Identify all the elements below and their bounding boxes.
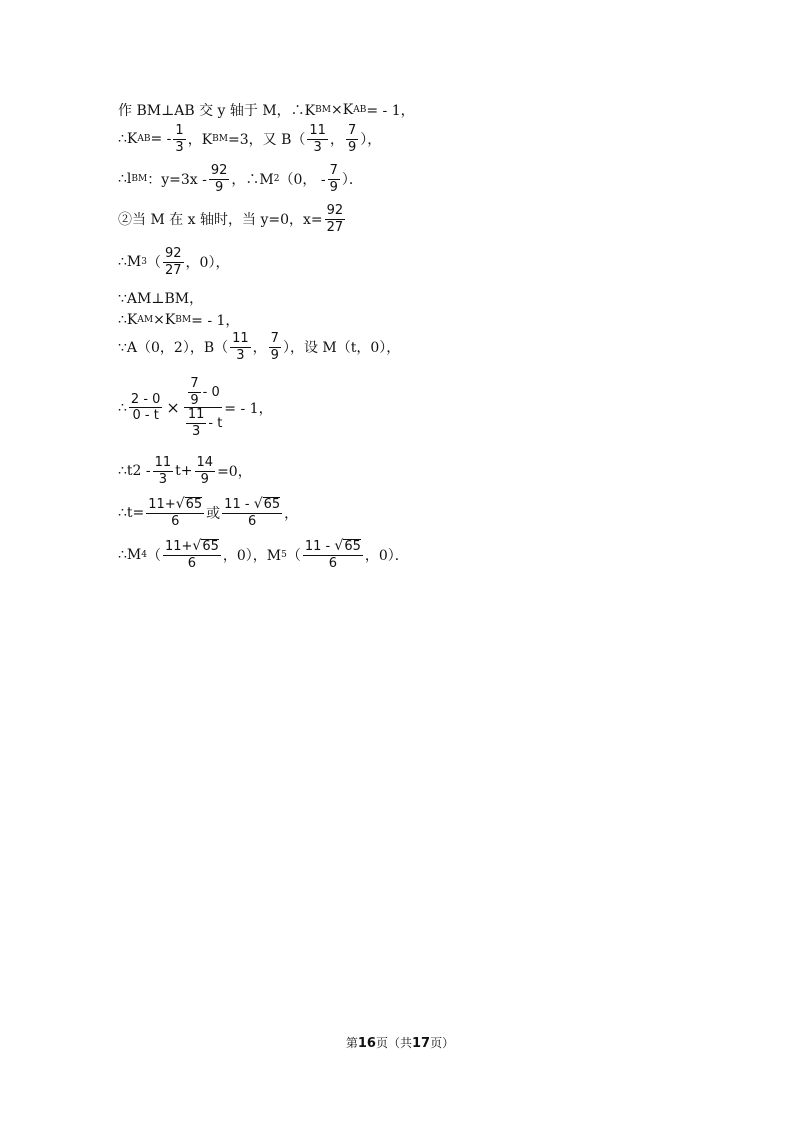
- text: - 0: [202, 384, 220, 400]
- text: - t: [208, 415, 223, 431]
- text: （0， -: [279, 172, 326, 189]
- fraction: 11+ √ 65 6: [164, 538, 219, 571]
- fraction: $\frac{11}{3}$: [187, 407, 205, 439]
- fraction: $\frac{92}{9}$: [210, 163, 228, 195]
- fraction: $\frac{11}{3}$: [232, 331, 249, 363]
- text: ），设 M（t，0），: [282, 340, 401, 357]
- solution-line-9: [118, 377, 273, 439]
- text: （: [286, 547, 301, 564]
- text: ×K: [153, 312, 176, 328]
- times-sign: ×: [166, 398, 180, 418]
- text: ，: [252, 340, 267, 357]
- text: ∵AM⊥BM，: [118, 291, 204, 307]
- footer-text: 第: [345, 1036, 358, 1050]
- solution-line-6: [118, 288, 203, 308]
- subscript: AB: [137, 134, 151, 145]
- subscript: 3: [141, 257, 147, 268]
- page-footer: [0, 1034, 800, 1051]
- subscript: BM: [175, 315, 192, 325]
- text: ）．: [341, 172, 363, 189]
- text: ∴l: [118, 171, 132, 188]
- subscript: BM: [315, 105, 331, 115]
- text: ：y=3x -: [147, 172, 207, 189]
- fraction: $\frac{7}{9}$: [270, 331, 279, 363]
- fraction: $\frac{7}{9}$: [329, 163, 338, 195]
- solution-line-10: [118, 456, 252, 486]
- footer-text: 页（共: [375, 1036, 412, 1050]
- solution-line-2: [118, 124, 381, 154]
- solution-line-4: [118, 204, 347, 234]
- text: （: [146, 547, 161, 564]
- text: ②当 M 在 x 轴时，当 y=0，x=: [118, 212, 323, 229]
- text: ，0），M: [222, 547, 282, 564]
- text: ，0）．: [364, 547, 409, 564]
- footer-text: 页）: [430, 1036, 455, 1050]
- text: =3，又 B（: [228, 132, 306, 149]
- fraction: 11 - √ 65 6: [224, 496, 281, 529]
- solution-line-3: [118, 164, 363, 194]
- text: ∴K: [118, 131, 138, 148]
- fraction: 11+ √ 65 6: [148, 496, 203, 529]
- total-pages: 17: [412, 1036, 431, 1051]
- compound-fraction: [182, 377, 224, 439]
- fraction: $\frac{2 - 0}{0 - t}$: [130, 391, 161, 424]
- text: = -: [150, 131, 172, 148]
- text: （: [146, 255, 161, 272]
- text: ，: [284, 505, 299, 522]
- subscript: AB: [353, 105, 367, 115]
- fraction: 11 - √ 65 6: [304, 538, 361, 571]
- text: ∴M: [118, 254, 142, 271]
- text: ∴t2 -: [118, 463, 151, 480]
- text: =0，: [217, 464, 252, 481]
- text: 作 BM⊥AB 交 y 轴于 M，∴K: [118, 103, 316, 119]
- solution-line-12: [118, 539, 409, 570]
- text: = - 1，: [191, 313, 240, 329]
- text: ，∴M: [231, 172, 274, 189]
- text: = - 1，: [224, 400, 273, 417]
- fraction: $\frac{14}{9}$: [196, 455, 214, 487]
- subscript: BM: [212, 134, 229, 145]
- fraction: $\frac{7}{9}$: [190, 376, 199, 408]
- fraction: $\frac{11}{3}$: [154, 455, 172, 487]
- text: ），: [360, 132, 382, 149]
- subscript: 2: [273, 174, 280, 185]
- solution-line-7: [118, 310, 239, 330]
- text: t+: [175, 463, 193, 480]
- solution-line-1: [118, 100, 415, 120]
- subscript: 5: [281, 549, 287, 560]
- text: = - 1，: [366, 103, 415, 119]
- fraction: $\frac{11}{3}$: [309, 123, 326, 155]
- text: ∴M: [118, 546, 142, 563]
- subscript: BM: [131, 174, 148, 185]
- page-number: 16: [357, 1036, 376, 1051]
- text: ∵A（0，2），B（: [118, 340, 229, 357]
- fraction: $\frac{1}{3}$: [175, 123, 184, 155]
- text: ×K: [331, 102, 354, 118]
- solution-line-11: [118, 497, 298, 528]
- fraction: $\frac{7}{9}$: [347, 123, 357, 155]
- text: ∴: [118, 399, 127, 416]
- text: ，K: [187, 132, 213, 149]
- text: 或: [206, 505, 221, 522]
- subscript: AM: [137, 315, 154, 325]
- text: ∴t=: [118, 504, 145, 521]
- solution-line-8: [118, 332, 400, 362]
- fraction: $\frac{92}{27}$: [326, 203, 344, 235]
- solution-line-5: [118, 247, 229, 277]
- subscript: 4: [141, 549, 147, 560]
- text: ，: [329, 132, 344, 149]
- text: ，0），: [185, 255, 230, 272]
- fraction: $\frac{92}{27}$: [164, 246, 182, 278]
- text: ∴K: [118, 312, 138, 328]
